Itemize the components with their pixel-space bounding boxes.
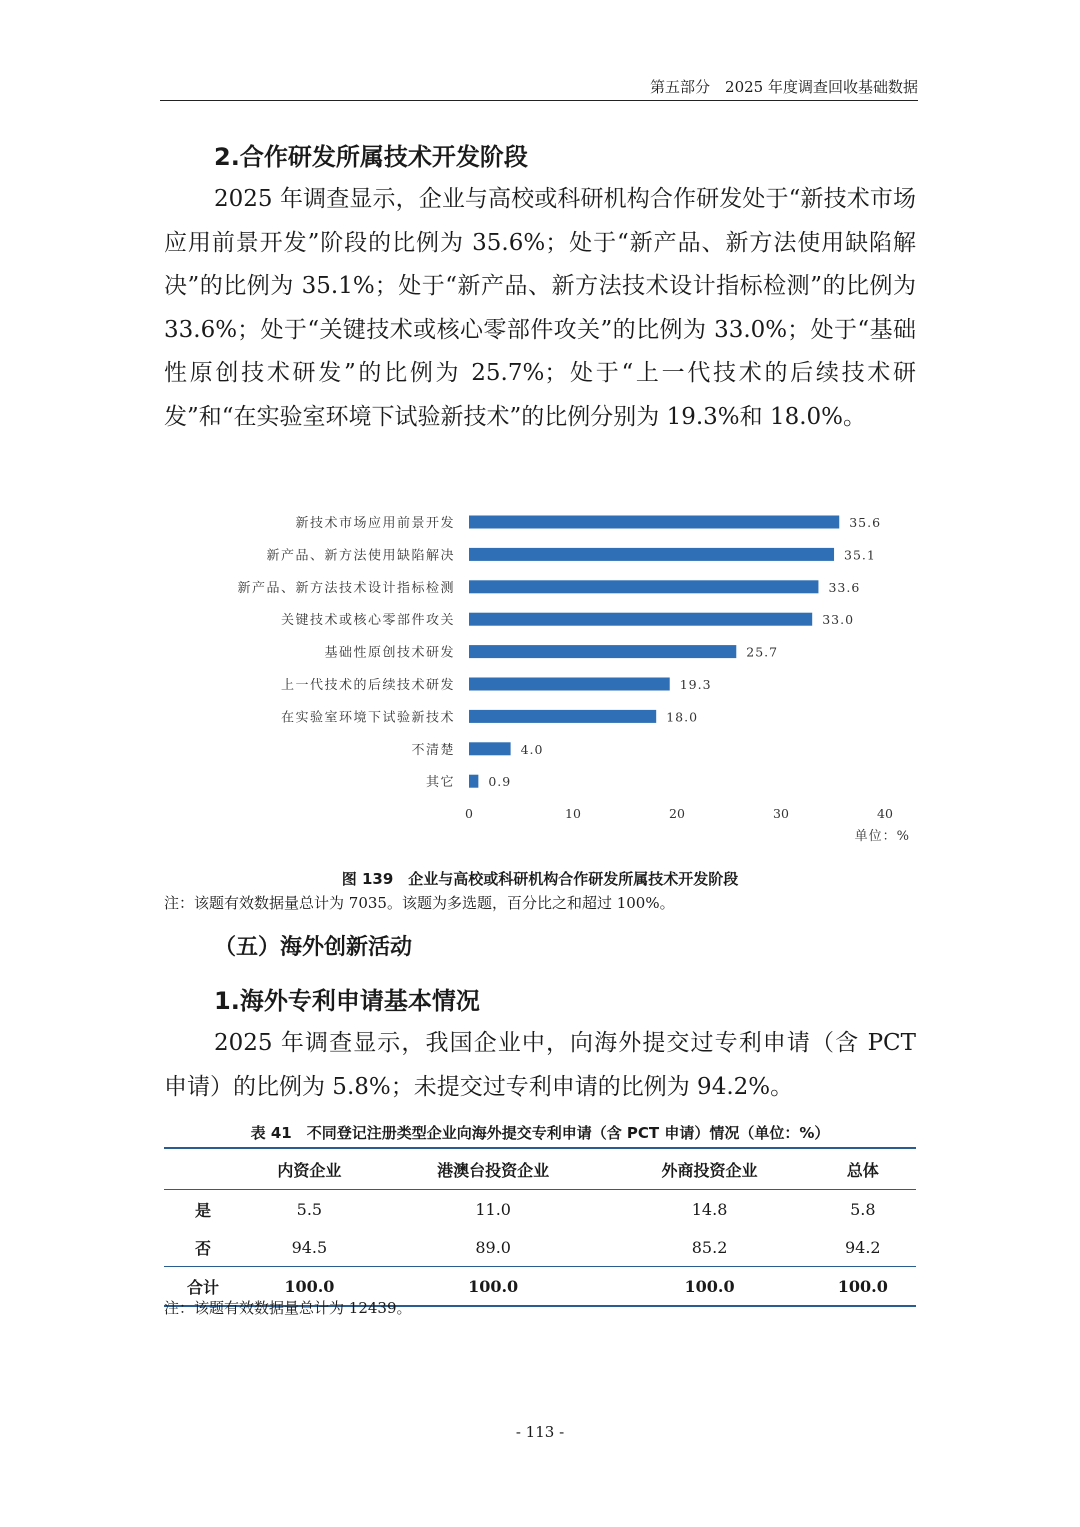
table-note: 注：该题有效数据量总计为 12439。 — [164, 1299, 412, 1317]
bar — [469, 613, 812, 626]
table-cell: 100.0 — [810, 1267, 916, 1307]
bar — [469, 742, 511, 755]
data-label: 35.1 — [844, 547, 876, 563]
page-number: - 113 - — [515, 1423, 565, 1441]
category-label: 上一代技术的后续技术研发 — [280, 678, 455, 693]
section-heading-overseas: （五）海外创新活动 — [214, 934, 413, 960]
body-paragraph-overseas: 2025 年调查显示，我国企业中，向海外提交过专利申请（含 PCT 申请）的比例为 5.8%；未提交过专利申请的比例为 94.2%。 — [164, 1030, 916, 1100]
bar — [469, 516, 839, 529]
data-label: 18.0 — [666, 709, 699, 725]
table-cell: 100.0 — [610, 1267, 810, 1307]
unit-label: 单位：% — [854, 829, 910, 844]
table-cell: 100.0 — [242, 1267, 377, 1307]
table-cell: 14.8 — [691, 1199, 728, 1219]
data-label: 33.0 — [822, 612, 855, 628]
table-cell: 5.8 — [850, 1199, 876, 1219]
figure-caption: 图 139 企业与高校或科研机构合作研发所属技术开发阶段 — [341, 870, 739, 888]
table-cell: 94.5 — [291, 1237, 328, 1257]
row-label: 是 — [194, 1200, 211, 1220]
tick-label: 20 — [669, 806, 685, 821]
data-label: 4.0 — [520, 741, 544, 757]
category-label: 新技术市场应用前景开发 — [295, 516, 455, 531]
table-header-row — [164, 1148, 916, 1190]
tick-label: 0 — [465, 806, 473, 821]
bar — [469, 775, 478, 788]
category-label: 关键技术或核心零部件攻关 — [280, 613, 455, 629]
patent-table — [164, 1147, 916, 1307]
table-cell: 89.0 — [475, 1237, 511, 1257]
bar — [469, 548, 834, 561]
category-label: 新产品、新方法使用缺陷解决 — [266, 548, 455, 564]
table-cell: 5.5 — [296, 1199, 323, 1219]
tick-label: 10 — [565, 806, 581, 821]
table-cell: 100.0 — [377, 1267, 610, 1307]
data-label: 35.6 — [849, 515, 882, 530]
table-header-cell — [164, 1148, 242, 1190]
bar — [469, 580, 818, 593]
data-label: 33.6 — [828, 579, 861, 595]
figure-note: 注：该题有效数据量总计为 7035。该题为多选题，百分比之和超过 100%。 — [164, 894, 675, 912]
running-header: 第五部分 2025 年度调查回收基础数据 — [160, 76, 918, 101]
data-label: 25.7 — [746, 644, 779, 660]
table-cell: 11.0 — [475, 1199, 511, 1219]
table-caption: 表 41 不同登记注册类型企业向海外提交专利申请（含 PCT 申请）情况（单位：%） — [250, 1124, 830, 1142]
section-heading: 2.合作研发所属技术开发阶段 — [214, 143, 528, 171]
row-label: 否 — [194, 1238, 211, 1258]
data-label: 19.3 — [679, 677, 712, 692]
body-paragraph: 2025 年调查显示，企业与高校或科研机构合作研发处于“新技术市场应用前景开发”阶段的比例为 35.6%；处于“新产品、新方法使用缺陷解决”的比例为 35.1%；处于“新产品、新方法技术设计指标检测”的比例为 33.6%；处于“关键技术或核心零部件攻关”的比例为 33.0%；处于“基础性原创技术研发”的比例为 25.7%；处于“上一代技术的后续技术研发”和“在实验室环境下试验新技术”的比例分别为 19.3%和 18.0%。 — [164, 186, 916, 430]
tick-label: 30 — [773, 806, 789, 821]
table-row — [164, 1228, 916, 1267]
subsection-heading: 1.海外专利申请基本情况 — [214, 987, 480, 1015]
bar — [469, 678, 670, 691]
category-label: 其它 — [425, 775, 455, 791]
table-header-cell: 总体 — [810, 1148, 916, 1190]
category-label: 不清楚 — [411, 742, 455, 758]
table-cell: 94.2 — [844, 1237, 881, 1257]
data-label: 0.9 — [488, 774, 512, 790]
bar-chart — [164, 500, 924, 850]
category-label: 在实验室环境下试验新技术 — [280, 710, 455, 726]
table-header-cell: 外商投资企业 — [610, 1148, 810, 1190]
category-label: 基础性原创技术研发 — [324, 645, 455, 661]
bar — [469, 710, 656, 723]
table-header-cell: 港澳台投资企业 — [377, 1148, 610, 1190]
tick-label: 40 — [877, 806, 893, 821]
bar — [469, 645, 736, 658]
table-cell: 85.2 — [691, 1237, 728, 1257]
table-row — [164, 1190, 916, 1229]
table-header-cell: 内资企业 — [242, 1148, 377, 1190]
row-label: 合计 — [164, 1267, 242, 1307]
category-label: 新产品、新方法技术设计指标检测 — [237, 580, 455, 596]
